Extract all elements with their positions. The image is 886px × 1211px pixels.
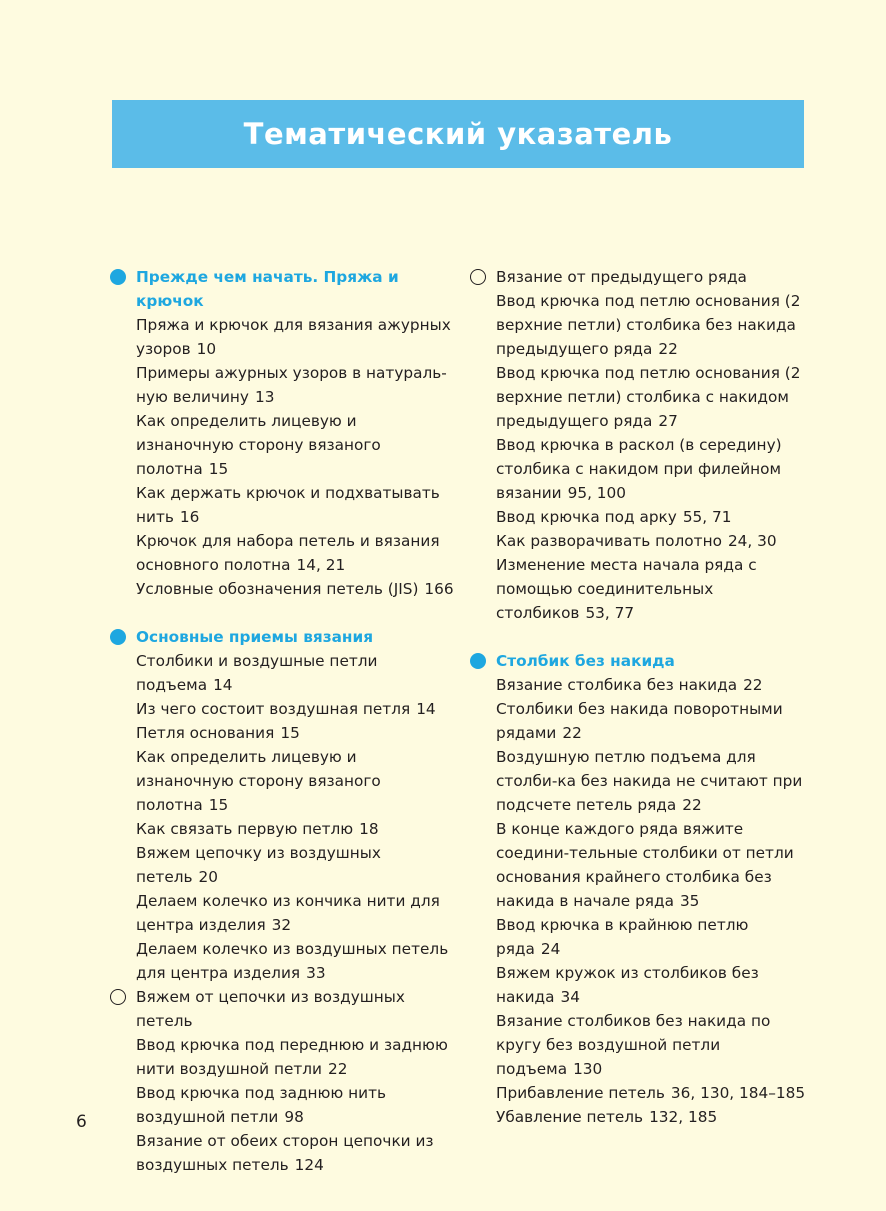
entry-text: Ввод крючка в раскол (в середину) столбика с накидом при филейном вязании	[496, 436, 782, 502]
index-entry	[470, 697, 815, 745]
entry-text: Примеры ажурных узоров в натураль-ную величину	[136, 364, 447, 406]
entry-text: Из чего состоит воздушная петля	[136, 700, 411, 718]
entry-page-numbers: 130	[573, 1060, 603, 1078]
entry-text: Как связать первую петлю	[136, 820, 354, 838]
index-entry	[470, 553, 815, 625]
section-heading	[470, 649, 815, 673]
index-section	[110, 985, 455, 1177]
index-entry	[110, 697, 455, 721]
entry-text: Делаем колечко из кончика нити для центра изделия	[136, 892, 440, 934]
index-entry	[470, 361, 815, 433]
index-section	[470, 265, 815, 625]
index-entry	[110, 409, 455, 481]
section-heading	[110, 625, 455, 649]
index-entry	[110, 889, 455, 937]
index-entry	[470, 1105, 815, 1129]
index-column-right	[470, 265, 815, 1153]
entry-page-numbers: 98	[284, 1108, 304, 1126]
index-entry	[110, 313, 455, 361]
index-entry	[470, 529, 815, 553]
entry-page-numbers: 18	[359, 820, 379, 838]
index-entry	[110, 577, 455, 601]
hollow-circle-icon	[470, 269, 486, 285]
section-heading-text: Столбик без накида	[496, 652, 675, 670]
entry-page-numbers: 24	[540, 940, 561, 958]
index-entry	[470, 289, 815, 361]
index-entry	[110, 841, 455, 889]
index-entry	[470, 505, 815, 529]
entry-page-numbers: 55, 71	[682, 508, 732, 526]
index-section	[470, 649, 815, 1129]
index-entry	[110, 529, 455, 577]
index-entry	[470, 1081, 815, 1105]
index-entry	[110, 481, 455, 529]
page-number: 6	[76, 1112, 87, 1132]
entry-page-numbers: 22	[743, 676, 763, 694]
entry-text: Вязание столбиков без накида по кругу без воздушной петли подъема	[496, 1012, 771, 1078]
entry-text: Прибавление петель	[496, 1084, 665, 1102]
entry-text: Ввод крючка под заднюю нить воздушной петли	[136, 1084, 387, 1126]
index-entry	[110, 1081, 455, 1129]
filled-circle-icon	[110, 629, 126, 645]
index-entry	[470, 961, 815, 1009]
entry-text: Пряжа и крючок для вязания ажурных узоров	[136, 316, 451, 358]
entry-text: Как определить лицевую и изнаночную сторону вязаного полотна	[136, 748, 381, 814]
entry-text: Изменение места начала ряда с помощью соединительных столбиков	[496, 556, 757, 622]
entry-text: Как держать крючок и подхватывать нить	[136, 484, 440, 526]
entry-page-numbers: 34	[560, 988, 580, 1006]
entry-page-numbers: 15	[208, 460, 229, 478]
index-entry	[110, 937, 455, 985]
entry-page-numbers: 14, 21	[296, 556, 346, 574]
entry-text: Ввод крючка под переднюю и заднюю нити воздушной петли	[136, 1036, 448, 1078]
index-entry	[110, 1033, 455, 1081]
index-column-left	[110, 265, 455, 1201]
entry-page-numbers: 33	[306, 964, 326, 982]
entry-page-numbers: 20	[198, 868, 218, 886]
entry-page-numbers: 14	[416, 700, 436, 718]
filled-circle-icon	[110, 269, 126, 285]
entry-text: Крючок для набора петель и вязания основного полотна	[136, 532, 440, 574]
entry-page-numbers: 13	[254, 388, 275, 406]
entry-text: В конце каждого ряда вяжите соедини-тельные столбики от петли основания крайнего столбика без накида в начале ряда	[496, 820, 794, 910]
entry-page-numbers: 16	[179, 508, 200, 526]
entry-page-numbers: 124	[294, 1156, 324, 1174]
section-heading	[110, 265, 455, 313]
entry-page-numbers: 95, 100	[567, 484, 626, 502]
entry-page-numbers: 22	[328, 1060, 348, 1078]
entry-text: Вяжем кружок из столбиков без накида	[496, 964, 759, 1006]
entry-text: Убавление петель	[496, 1108, 644, 1126]
entry-page-numbers: 15	[280, 724, 300, 742]
section-heading-text: Вяжем от цепочки из воздушных петель	[136, 988, 405, 1030]
entry-page-numbers: 166	[424, 580, 454, 598]
entry-page-numbers: 132, 185	[649, 1108, 718, 1126]
filled-circle-icon	[470, 653, 486, 669]
index-entry	[470, 433, 815, 505]
entry-text: Ввод крючка под арку	[496, 508, 677, 526]
index-entry	[470, 673, 815, 697]
entry-page-numbers: 36, 130, 184–185	[670, 1084, 806, 1102]
entry-page-numbers: 14	[213, 676, 233, 694]
index-entry	[110, 649, 455, 697]
entry-page-numbers: 10	[196, 340, 217, 358]
index-entry	[470, 817, 815, 913]
entry-text: Ввод крючка под петлю основания (2 верхние петли) столбика с накидом предыдущего ряда	[496, 364, 801, 430]
title-banner	[112, 100, 804, 168]
entry-text: Вязание от обеих сторон цепочки из воздушных петель	[136, 1132, 434, 1174]
entry-text: Вязание столбика без накида	[496, 676, 738, 694]
index-entry	[110, 361, 455, 409]
entry-page-numbers: 27	[658, 412, 678, 430]
section-heading-text: Основные приемы вязания	[136, 628, 374, 646]
index-entry	[110, 745, 455, 817]
entry-page-numbers: 15	[208, 796, 229, 814]
index-entry	[470, 913, 815, 961]
index-section	[110, 265, 455, 601]
entry-text: Воздушную петлю подъема для столби-ка без накида не считают при подсчете петель ряда	[496, 748, 803, 814]
entry-page-numbers: 35	[679, 892, 700, 910]
entry-text: Делаем колечко из воздушных петель для центра изделия	[136, 940, 449, 982]
entry-text: Петля основания	[136, 724, 275, 742]
entry-page-numbers: 53, 77	[585, 604, 635, 622]
index-entry	[110, 721, 455, 745]
section-heading-text: Вязание от предыдущего ряда	[496, 268, 747, 286]
index-entry	[110, 1129, 455, 1177]
entry-text: Столбики и воздушные петли подъема	[136, 652, 378, 694]
entry-page-numbers: 22	[562, 724, 582, 742]
section-heading-text: Прежде чем начать. Пряжа и крючок	[136, 268, 399, 310]
index-entry	[110, 817, 455, 841]
entry-text: Вяжем цепочку из воздушных петель	[136, 844, 381, 886]
index-entry	[470, 1009, 815, 1081]
page-title: Тематический указатель	[243, 117, 673, 151]
entry-text: Как разворачивать полотно	[496, 532, 722, 550]
index-section	[110, 625, 455, 985]
entry-text: Ввод крючка под петлю основания (2 верхние петли) столбика без накида предыдущего ряда	[496, 292, 801, 358]
section-heading	[470, 265, 815, 289]
entry-page-numbers: 32	[271, 916, 292, 934]
entry-text: Столбики без накида поворотными рядами	[496, 700, 783, 742]
index-entry	[470, 745, 815, 817]
entry-page-numbers: 22	[682, 796, 702, 814]
entry-page-numbers: 24, 30	[727, 532, 777, 550]
hollow-circle-icon	[110, 989, 126, 1005]
entry-text: Условные обозначения петель (JIS)	[136, 580, 419, 598]
section-heading	[110, 985, 455, 1033]
entry-page-numbers: 22	[658, 340, 678, 358]
entry-text: Ввод крючка в крайнюю петлю ряда	[496, 916, 749, 958]
entry-text: Как определить лицевую и изнаночную сторону вязаного полотна	[136, 412, 381, 478]
